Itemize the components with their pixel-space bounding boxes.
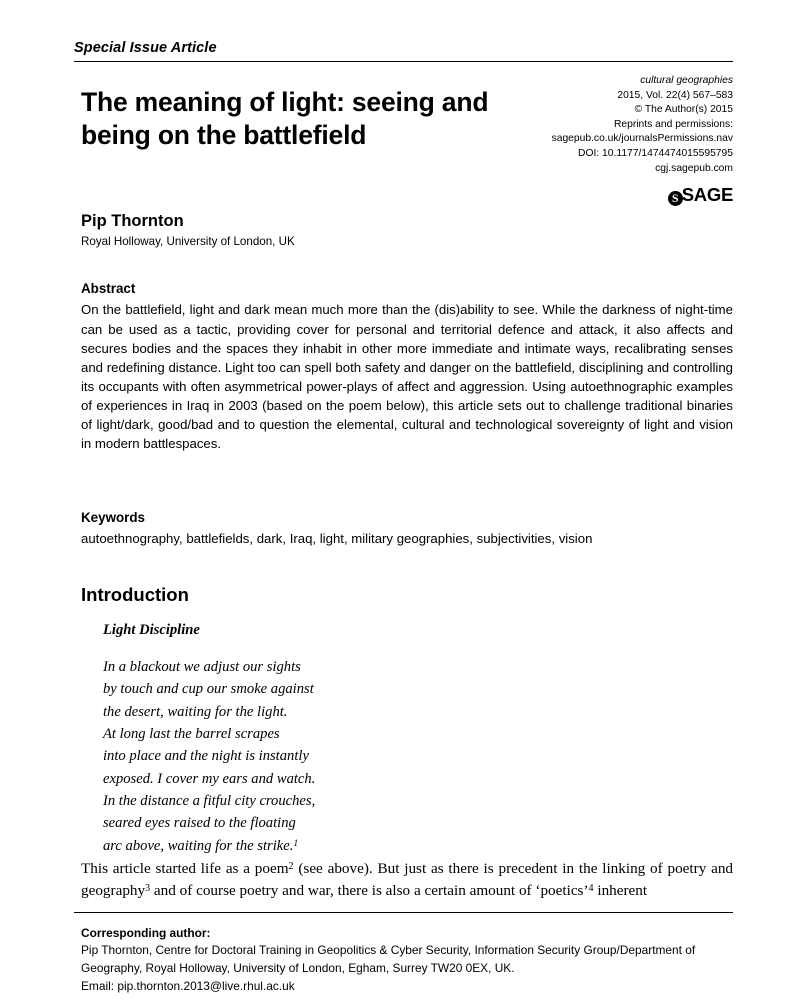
poem-line: seared eyes raised to the floating	[103, 815, 296, 832]
journal-volume-pages: 2015, Vol. 22(4) 567–583	[617, 89, 733, 101]
sage-logo	[483, 182, 733, 208]
poem-block	[103, 621, 733, 857]
abstract-section	[81, 280, 733, 454]
sage-wordmark: SAGE	[681, 184, 733, 206]
body-paragraph	[81, 858, 733, 901]
poem-line-text: arc above, waiting for the strike.	[103, 837, 294, 854]
running-head: Special Issue Article	[74, 40, 217, 56]
abstract-label: Abstract	[81, 281, 136, 296]
keywords-section	[81, 509, 733, 549]
page-title: The meaning of light: seeing and being on the battlefield	[81, 87, 489, 150]
poem-title: Light Discipline	[103, 622, 200, 639]
author-affiliation: Royal Holloway, University of London, UK	[81, 234, 295, 248]
journal-permissions-url[interactable]: sagepub.co.uk/journalsPermissions.nav	[551, 133, 733, 145]
introduction-heading: Introduction	[81, 584, 189, 605]
author-name: Pip Thornton	[81, 212, 184, 230]
poem-lines	[103, 656, 733, 857]
journal-name: cultural geographies	[640, 75, 733, 86]
keywords-label: Keywords	[81, 510, 145, 525]
body-segment: (see above). But just as there is precedent in the linking of poetry and geography	[81, 860, 734, 899]
footnote-marker-1[interactable]: 1	[293, 837, 299, 849]
body-segment: inherent	[593, 881, 648, 899]
corresponding-author-block	[81, 925, 733, 996]
footnote-marker-4[interactable]: 4	[588, 882, 594, 894]
poem-line: In the distance a fitful city crouches,	[103, 792, 316, 809]
journal-reprints-label: Reprints and permissions:	[613, 118, 733, 130]
corresponding-author-email-line	[81, 978, 733, 996]
email-address[interactable]: pip.thornton.2013@live.rhul.ac.uk	[117, 979, 295, 994]
journal-doi[interactable]: DOI: 10.1177/1474474015595795	[578, 148, 733, 160]
author-block	[81, 211, 581, 249]
journal-url[interactable]: cgj.sagepub.com	[655, 162, 733, 174]
poem-line: into place and the night is instantly	[103, 748, 309, 765]
abstract-text: On the battlefield, light and dark mean much more than the (dis)ability to see. While the darkness of night-time can be used as a tactic, providing cover for personal and territorial defence and attack, it also affects and secures bodies and the spaces they inhabit in other more immediate and intimate ways, recalibrating senses and redefining distance. Light too can spell both safety and danger on the battlefield, disciplining and controlling its occupants with often asymmetrical power-plays of affect and aggression. Using autoethnographic examples of experiences in Iraq in 2003 (based on the poem below), this article sets out to challenge traditional binaries of light/dark, good/bad and to question the elemental, cultural and technological sovereignty of light and vision in modern battlespaces.	[81, 302, 733, 452]
footnote-marker-3[interactable]: 3	[145, 882, 151, 894]
poem-line: by touch and cup our smoke against	[103, 681, 314, 698]
introduction-section	[81, 583, 733, 857]
article-first-page	[74, 0, 733, 1004]
sage-circle-s-icon: S	[668, 191, 683, 206]
journal-metadata	[483, 74, 733, 209]
body-segment: and of course poetry and war, there is also a certain amount of ‘poetics’	[150, 881, 589, 899]
header-rule	[74, 61, 733, 62]
poem-line: In a blackout we adjust our sights	[103, 659, 301, 676]
body-segment: This article started life as a poem	[81, 860, 289, 877]
running-head-zone	[74, 40, 733, 62]
poem-line: the desert, waiting for the light.	[103, 703, 288, 720]
corresponding-author-label: Corresponding author:	[81, 926, 211, 940]
poem-line-last	[103, 835, 733, 857]
poem-line: At long last the barrel scrapes	[103, 726, 280, 742]
keywords-text: autoethnography, battlefields, dark, Iraq, light, military geographies, subjectivities, vision	[81, 531, 593, 547]
footnote-marker-2[interactable]: 2	[288, 860, 294, 872]
journal-copyright: © The Author(s) 2015	[634, 104, 733, 116]
email-label: Email:	[81, 979, 118, 994]
corresponding-author-address: Pip Thornton, Centre for Doctoral Training in Geopolitics & Cyber Security, Information Security Group/Department of Geography, Royal Holloway, University of London, Egham, Surrey TW20 0EX, UK.	[81, 942, 696, 975]
footer-rule	[74, 912, 733, 913]
poem-line: exposed. I cover my ears and watch.	[103, 770, 316, 787]
